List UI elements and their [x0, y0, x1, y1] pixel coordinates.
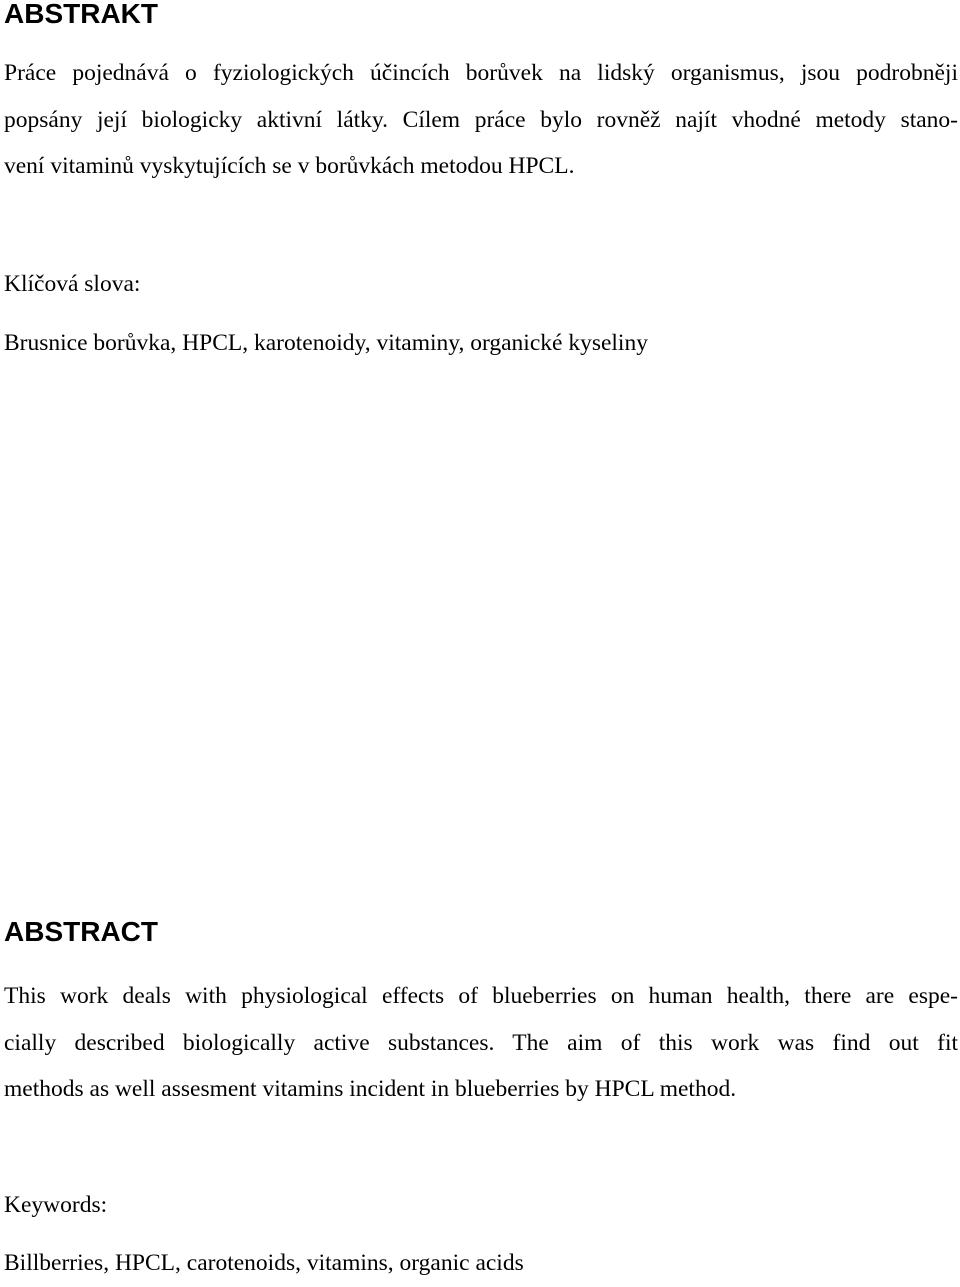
abstract-keywords-text: Billberries, HPCL, carotenoids, vitamins, organic acids	[4, 1250, 524, 1276]
abstract-keywords	[4, 1240, 958, 1287]
abstrakt-keywords	[4, 320, 958, 367]
abstrakt-line: popsány její biologicky aktivní látky. Cílem práce bylo rovněž najít vhodné metody stano-	[4, 106, 958, 133]
abstrakt-paragraph	[4, 50, 958, 190]
abstrakt-line: Práce pojednává o fyziologických účincích borůvek na lidský organismus, jsou podrobněji	[4, 60, 958, 86]
abstrakt-line: vení vitaminů vyskytujících se v borůvkách metodou HPCL.	[4, 153, 575, 179]
abstrakt-heading: ABSTRAKT	[4, 0, 158, 29]
abstrakt-keywords-label-text: Klíčová slova:	[4, 271, 141, 297]
abstract-keywords-label-text: Keywords:	[4, 1192, 108, 1218]
abstrakt-keywords-label	[4, 261, 958, 308]
abstract-heading: ABSTRACT	[4, 916, 158, 947]
abstrakt-keywords-text: Brusnice borůvka, HPCL, karotenoidy, vitaminy, organické kyseliny	[4, 330, 648, 356]
abstract-paragraph	[4, 973, 958, 1113]
abstract-line: methods as well assesment vitamins incident in blueberries by HPCL method.	[4, 1076, 737, 1102]
abstract-line: This work deals with physiological effects of blueberries on human health, there are espe-	[4, 983, 958, 1009]
abstract-keywords-label	[4, 1182, 958, 1229]
abstract-line: cially described biologically active substances. The aim of this work was find out fit	[4, 1029, 958, 1056]
